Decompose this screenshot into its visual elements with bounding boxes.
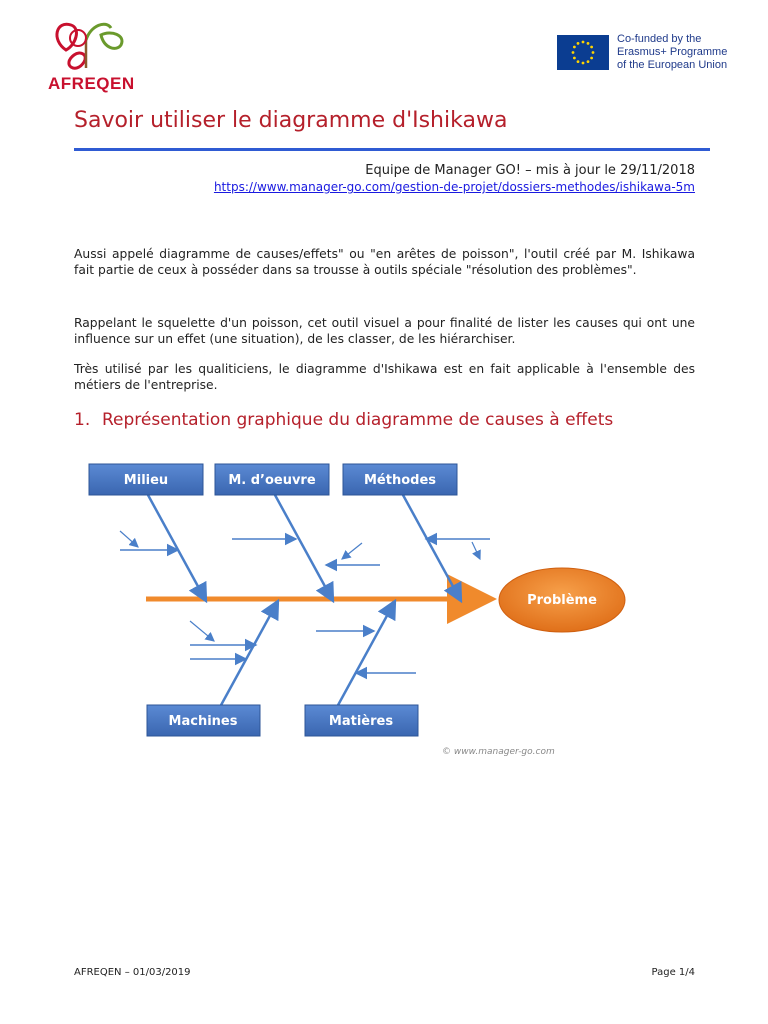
bone-main-oeuvre <box>275 495 333 601</box>
bone-machines <box>220 601 278 707</box>
section-title: Représentation graphique du diagramme de causes à effets <box>102 410 614 430</box>
paragraph: Aussi appelé diagramme de causes/effets" ou "en arêtes de poisson", l'outil créé par M. Ishikawa fait partie de ceux à posséder dans sa trousse à outils spéciale "résolution des problèmes". <box>74 247 695 277</box>
section-heading <box>74 410 613 430</box>
ishikawa-diagram <box>80 455 640 765</box>
effect-label: Problème <box>527 593 597 608</box>
footer-org-date: AFREQEN – 01/03/2019 <box>74 967 191 978</box>
eu-line: Erasmus+ Programme <box>617 46 728 58</box>
diagram-credit: © www.manager-go.com <box>442 747 555 757</box>
page-title: Savoir utiliser le diagramme d'Ishikawa <box>74 108 508 133</box>
paragraph: Rappelant le squelette d'un poisson, cet outil visuel a pour finalité de lister les causes qui ont une influence sur un effet (une situation), de les classer, de les hiérarchiser. <box>74 316 695 346</box>
cause-label-matieres: Matières <box>328 714 394 729</box>
sub-cause <box>120 531 138 547</box>
sub-cause <box>190 621 214 641</box>
cause-label-milieu: Milieu <box>123 473 169 488</box>
page-number: Page 1/4 <box>651 967 695 978</box>
bone-matieres <box>337 601 395 707</box>
cause-label-main-oeuvre: M. d’oeuvre <box>228 473 316 488</box>
bone-methodes <box>403 495 461 601</box>
author-date: Equipe de Manager GO! – mis à jour le 29/11/2018 <box>365 163 695 178</box>
eu-line: of the European Union <box>617 59 728 71</box>
bone-milieu <box>148 495 206 601</box>
sub-cause <box>472 542 480 559</box>
afreqen-logo-text: AFREQEN <box>48 74 135 93</box>
eu-line: Co-funded by the <box>617 33 702 45</box>
section-number: 1. <box>74 410 91 430</box>
source-link[interactable]: https://www.manager-go.com/gestion-de-projet/dossiers-methodes/ishikawa-5m <box>213 180 695 194</box>
eu-flag-icon <box>557 35 609 70</box>
title-divider <box>74 148 710 151</box>
eu-funding-text <box>617 33 727 72</box>
cause-label-machines: Machines <box>168 714 238 729</box>
sub-cause <box>342 543 362 559</box>
paragraph: Très utilisé par les qualiticiens, le diagramme d'Ishikawa est en fait applicable à l'ensemble des métiers de l'entreprise. <box>74 362 695 392</box>
cause-label-methodes: Méthodes <box>363 473 437 488</box>
